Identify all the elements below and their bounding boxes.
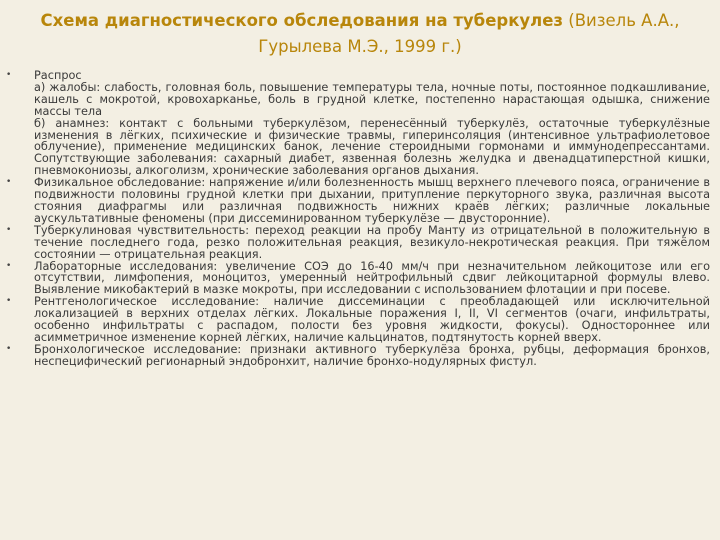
item-text: Туберкулиновая чувствительность: переход реакции на пробу Манту из отрицательной в положительную в течение последнего года, резко положительная реакция, везикуло-некротическая реакция. При тяжёлом состоянии — отрицательная реакция. bbox=[34, 223, 710, 261]
item-text: а) жалобы: слабость, головная боль, повышение температуры тела, ночные поты, постоянное подкашливание, кашель с мокротой, кровохарканье, боль в грудной клетке, постепенно нарастающая одышка, снижение массы тела bbox=[34, 80, 710, 118]
item-text: б) анамнез: контакт с больными туберкулёзом, перенесённый туберкулёз, остаточные туберкулёзные изменения в лёгких, психические и физические травмы, гиперинсоляция (интенсивное ультрафиолетовое облучение), применение медицинских банок, лечение стероидными гормонами и иммунодепрессантами. Сопутствующие заболевания: сахарный диабет, язвенная болезнь желудка и двенадцатиперстной кишки, пневмокониозы, алкоголизм, хронические заболевания органов дыхания. bbox=[34, 116, 710, 178]
bullet-icon: • bbox=[6, 177, 12, 188]
item-text: Рентгенологическое исследование: наличие диссеминации с преобладающей или исключительной локализацией в верхних отделах лёгких. Локальные поражения I, II, VI сегментов (очаги, инфильтраты, особенно инфильтраты с распадом, полости без уровня жидкости, фокусы). Одностороннее или асимметричное изменение корней лёгких, наличие кальцинатов, подтянутость корней вверх. bbox=[34, 295, 710, 344]
title-main: Схема диагностического обследования на туберкулез bbox=[40, 11, 564, 30]
item-text: Бронхологическое исследование: признаки активного туберкулёза бронха, рубцы, деформация бронхов, неспецифический регионарный эндобронхит, наличие бронхо-нодулярных фистул. bbox=[34, 342, 710, 368]
list-item bbox=[6, 223, 710, 261]
item-text: Распрос bbox=[34, 69, 82, 82]
item-text: Физикальное обследование: напряжение и/или болезненность мышц верхнего плечевого пояса, ограничение в подвижности половины грудной клетки при дыхании, притупление перкуторного звука, различная высота стояния диафрагмы или различная подвижность нижних краёв лёгких; различные локальные аускультативные феномены (при диссеминированном туберкулёзе — двусторонние). bbox=[34, 176, 710, 225]
list-item bbox=[6, 342, 710, 368]
bullet-icon: • bbox=[6, 343, 12, 354]
item-text: Лабораторные исследования: увеличение СОЭ до 16-40 мм/ч при незначительном лейкоцитозе или его отсутствии, лимфопения, моноцитоз, умеренный нейтрофильный сдвиг лейкоцитарной формулы влево. Выявление микобактерий в мазке мокроты, при исследовании с использованием флотации и при посеве. bbox=[34, 259, 710, 297]
slide-title bbox=[40, 8, 680, 60]
bullet-icon: • bbox=[6, 224, 12, 235]
list-item bbox=[6, 295, 710, 344]
bullet-icon: • bbox=[6, 260, 12, 271]
list-item bbox=[6, 176, 710, 225]
list-item bbox=[6, 69, 710, 178]
content-list bbox=[6, 69, 710, 368]
list-item bbox=[6, 259, 710, 297]
bullet-icon: • bbox=[6, 70, 12, 80]
bullet-icon: • bbox=[6, 296, 12, 307]
title-citation: (Визель А.А., Гурылева М.Э., 1999 г.) bbox=[258, 11, 680, 56]
